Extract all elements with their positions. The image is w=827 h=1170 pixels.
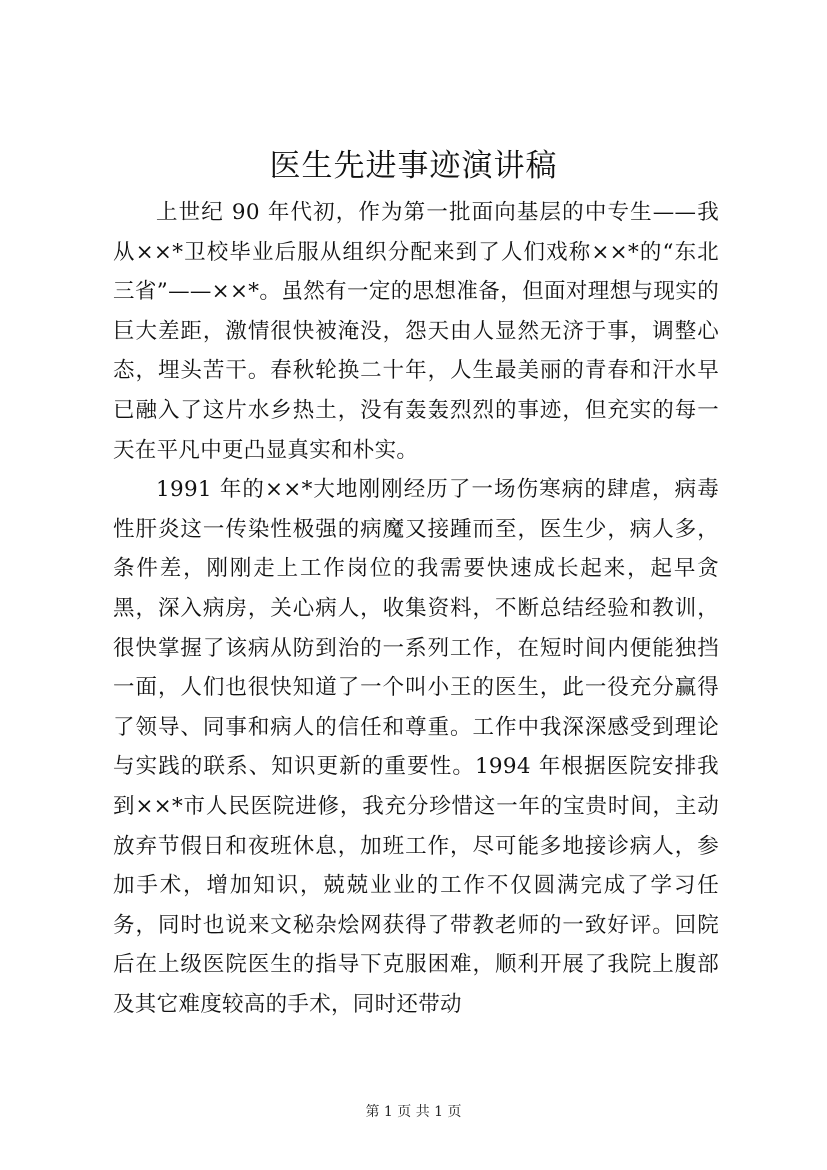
paragraph: 1991 年的××*大地刚刚经历了一场伤寒病的肆虐，病毒性肝炎这一传染性极强的病魔又接踵而至，医生少，病人多，条件差，刚刚走上工作岗位的我需要快速成长起来，起早贪黑，深入病房，关心病人，收集资料，不断总结经验和教训，很快掌握了该病从防到治的一系列工作，在短时间内便能独挡一面，人们也很快知道了一个叫小王的医生，此一役充分赢得了领导、同事和病人的信任和尊重。工作中我深深感受到理论与实践的联系、知识更新的重要性。1994 年根据医院安排我到××*市人民医院进修，我充分珍惜这一年的宝贵时间，主动放弃节假日和夜班休息，加班工作，尽可能多地接诊病人，参加手术，增加知识，兢兢业业的工作不仅圆满完成了学习任务，同时也说来文秘杂烩网获得了带教老师的一致好评。回院后在上级医院医生的指导下克服困难，顺利开展了我院上腹部及其它难度较高的手术，同时还带动	[113, 477, 719, 1017]
paragraph: 上世纪 90 年代初，作为第一批面向基层的中专生——我从××*卫校毕业后服从组织分配来到了人们戏称××*的“东北三省”——××*。虽然有一定的思想准备，但面对理想与现实的巨大差距，激情很快被淹没，怨天由人显然无济于事，调整心态，埋头苦干。春秋轮换二十年，人生最美丽的青春和汗水早已融入了这片水乡热土，没有轰轰烈烈的事迹，但充实的每一天在平凡中更凸显真实和朴实。	[113, 200, 719, 463]
document-title: 医生先进事迹演讲稿	[269, 148, 558, 184]
page-footer: 第 1 页 共 1 页	[365, 1104, 462, 1120]
document-body	[113, 193, 719, 1024]
